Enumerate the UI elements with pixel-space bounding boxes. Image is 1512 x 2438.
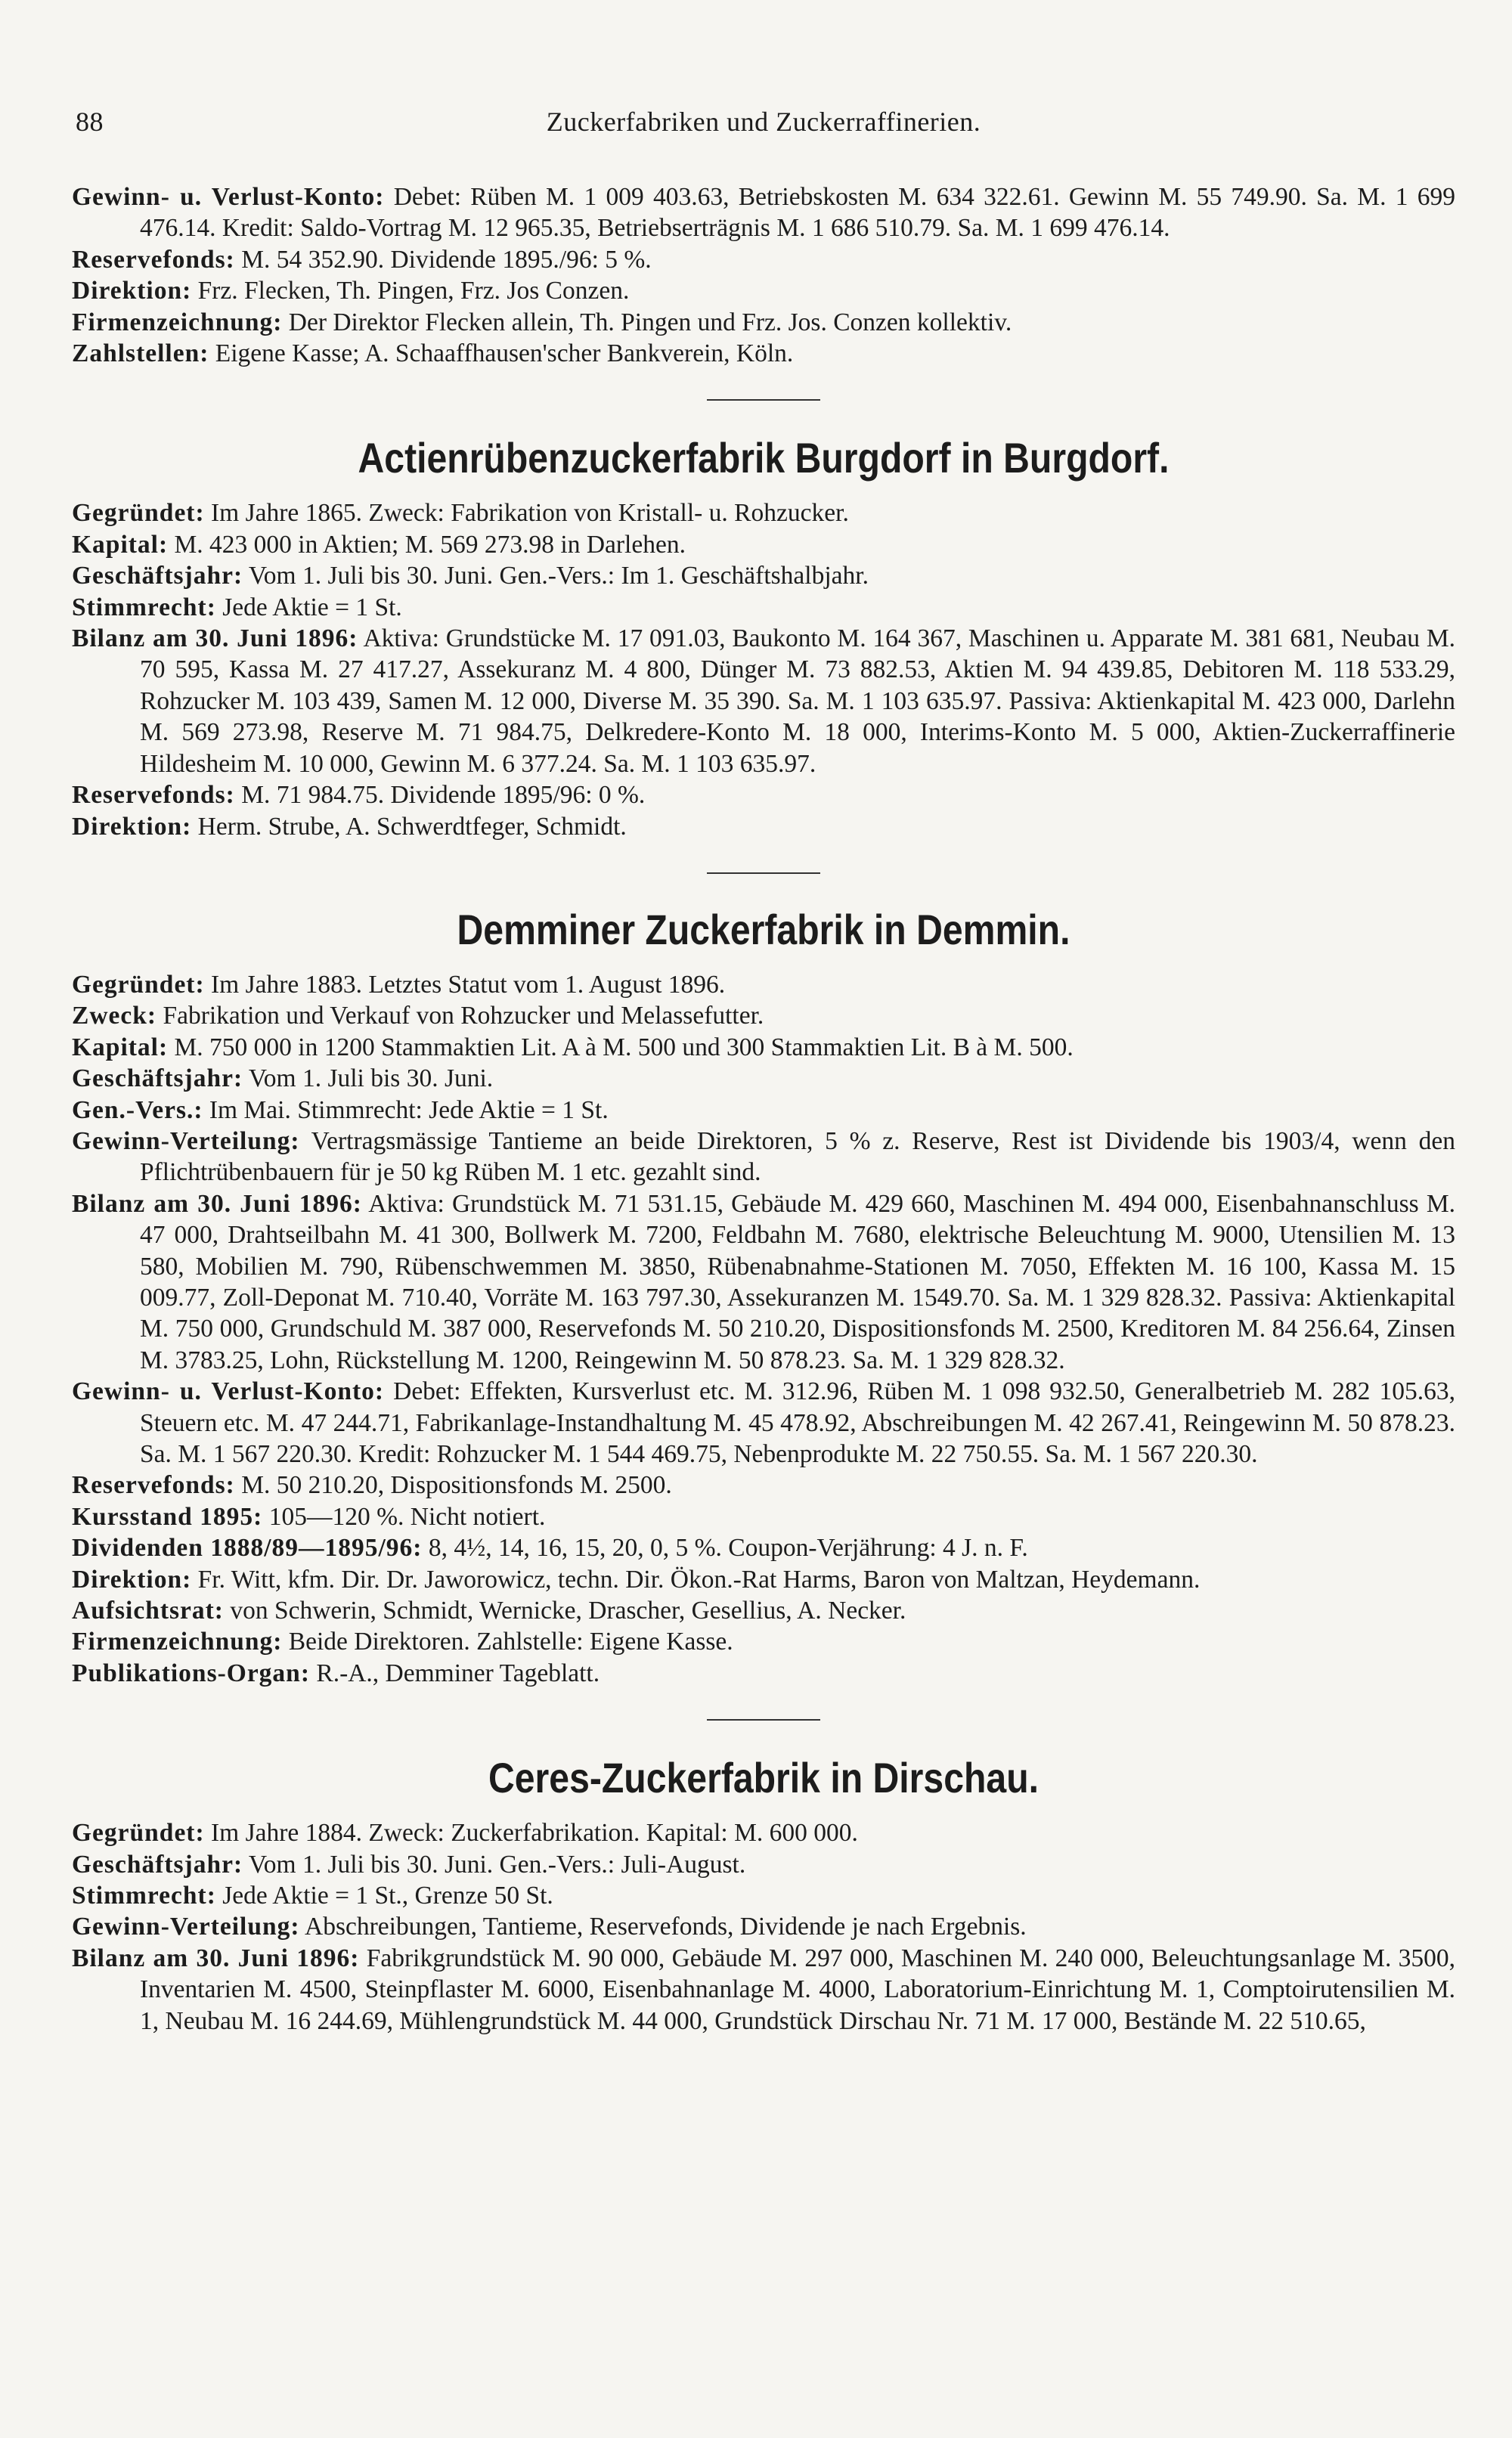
entry <box>72 275 1455 306</box>
entry-key: Direktion: <box>72 1565 192 1594</box>
entry <box>72 1188 1455 1376</box>
entry <box>72 1095 1455 1126</box>
section-dirschau <box>72 1754 1455 2037</box>
entry-key: Kapital: <box>72 530 169 559</box>
entry-key: Kapital: <box>72 1033 169 1061</box>
entry <box>72 1126 1455 1188</box>
entry-text: Fr. Witt, kfm. Dir. Dr. Jaworowicz, techn. Dir. Ökon.-Rat Harms, Baron von Maltzan, Heydemann. <box>197 1565 1201 1594</box>
entry-text: Im Jahre 1883. Letztes Statut vom 1. August 1896. <box>211 970 726 999</box>
entry-text: Vom 1. Juli bis 30. Juni. Gen.-Vers.: Juli-August. <box>248 1850 746 1879</box>
entry-key: Gegründet: <box>72 970 205 999</box>
entry-key: Zweck: <box>72 1002 157 1030</box>
entry-key: Gen.-Vers.: <box>72 1095 203 1124</box>
entry-key: Geschäftsjahr: <box>72 1064 243 1093</box>
entry-text: 8, 4½, 14, 16, 15, 20, 0, 5 %. Coupon-Verjährung: 4 J. n. F. <box>428 1534 1028 1563</box>
entry <box>72 1911 1455 1942</box>
entry-text: Jede Aktie = 1 St. <box>222 593 402 621</box>
entry <box>72 307 1455 338</box>
entry-text: M. 54 352.90. Dividende 1895./96: 5 %. <box>241 245 652 274</box>
entry-key: Gegründet: <box>72 1819 205 1848</box>
company-title: Ceres-Zuckerfabrik in Dirschau. <box>488 1754 1040 1802</box>
entry <box>72 1880 1455 1911</box>
entry-text: Im Jahre 1865. Zweck: Fabrikation von Kristall- u. Rohzucker. <box>211 499 849 528</box>
entry <box>72 244 1455 275</box>
section-continuation <box>72 181 1455 369</box>
entry <box>72 560 1455 591</box>
entry-key: Bilanz am 30. Juni 1896: <box>72 624 358 653</box>
entry-key: Gewinn- u. Verlust-Konto: <box>72 1377 385 1406</box>
entry-key: Geschäftsjahr: <box>72 562 243 590</box>
entry-key: Direktion: <box>72 812 192 841</box>
entry <box>72 1658 1455 1689</box>
entry-text: Im Mai. Stimmrecht: Jede Aktie = 1 St. <box>209 1095 609 1124</box>
entry <box>72 592 1455 623</box>
entry-text: Vom 1. Juli bis 30. Juni. <box>248 1064 494 1093</box>
entry-text: R.-A., Demminer Tageblatt. <box>316 1659 600 1687</box>
running-title: Zuckerfabriken und Zuckerraffinerien. <box>546 107 981 137</box>
page-number: 88 <box>76 107 104 137</box>
company-title: Actienrübenzuckerfabrik Burgdorf in Burgdorf. <box>358 434 1170 482</box>
page-header <box>76 106 1452 151</box>
section-divider <box>707 399 820 401</box>
page-content <box>72 181 1455 2037</box>
entry-text: Aktiva: Grundstücke M. 17 091.03, Baukonto M. 164 367, Maschinen u. Apparate M. 381 681, Neubau M. 70 595, Kassa M. 27 417.27, Assekuranz M. 4 800, Dünger M. 73 882.53, Aktien M. 94 439.85, Debitoren M. 118 533.29, Rohzucker M. 103 439, Samen M. 12 000, Diverse M. 35 390. Sa. M. 1 103 635.97. Passiva: Aktienkapital M. 423 000, Darlehn M. 569 273.98, Reserve M. 71 984.75, Delkredere-Konto M. 18 000, Interims-Konto M. 5 000, Aktien-Zuckerraffinerie Hildesheim M. 10 000, Gewinn M. 6 377.24. Sa. M. 1 103 635.97. <box>140 624 1455 778</box>
entry <box>72 1501 1455 1532</box>
entry-key: Reservefonds: <box>72 1471 235 1500</box>
entry-text: von Schwerin, Schmidt, Wernicke, Drascher, Gesellius, A. Necker. <box>230 1597 906 1625</box>
entry-key: Stimmrecht: <box>72 593 216 621</box>
entry-key: Kursstand 1895: <box>72 1502 263 1531</box>
entry-key: Firmenzeichnung: <box>72 1628 283 1656</box>
section-divider <box>707 872 820 874</box>
entry-text: Vertragsmässige Tantieme an beide Direktoren, 5 % z. Reserve, Rest ist Dividende bis 1903/4, wenn den Pflichtrübenbauern für je 50 kg Rüben M. 1 etc. gezahlt sind. <box>140 1126 1455 1187</box>
entry-text: Jede Aktie = 1 St., Grenze 50 St. <box>222 1882 553 1910</box>
entry-text: Aktiva: Grundstück M. 71 531.15, Gebäude M. 429 660, Maschinen M. 494 000, Eisenbahnanschluss M. 47 000, Drahtseilbahn M. 41 300, Bollwerk M. 7200, Feldbahn M. 7680, elektrische Beleuchtung M. 9000, Utensilien M. 13 580, Mobilien M. 790, Rübenschwemmen M. 3850, Rübenabnahme-Stationen M. 7050, Effekten M. 16 100, Kassa M. 15 009.77, Zoll-Deponat M. 710.40, Vorräte M. 163 797.30, Assekuranzen M. 1549.70. Sa. M. 1 329 828.32. Passiva: Aktienkapital M. 750 000, Grundschuld M. 387 000, Reservefonds M. 50 210.20, Dispositionsfonds M. 2500, Kreditoren M. 84 256.64, Zinsen M. 3783.25, Lohn, Rückstellung M. 1200, Reingewinn M. 50 878.23. Sa. M. 1 329 828.32. <box>140 1189 1456 1374</box>
entry-key: Firmenzeichnung: <box>72 308 283 336</box>
section-demmin <box>72 906 1455 1689</box>
entry-key: Geschäftsjahr: <box>72 1850 243 1879</box>
entry-key: Zahlstellen: <box>72 339 209 368</box>
entry <box>72 1532 1455 1563</box>
entry-key: Bilanz am 30. Juni 1896: <box>72 1944 360 1972</box>
entry <box>72 1470 1455 1501</box>
entry-text: Herm. Strube, A. Schwerdtfeger, Schmidt. <box>197 812 627 841</box>
entry-key: Gewinn-Verteilung: <box>72 1126 300 1155</box>
entry <box>72 811 1455 842</box>
entry <box>72 1943 1455 2037</box>
entry-key: Publikations-Organ: <box>72 1659 310 1687</box>
company-title: Demminer Zuckerfabrik in Demmin. <box>457 905 1070 953</box>
entry-key: Gewinn- u. Verlust-Konto: <box>72 183 385 211</box>
entry <box>72 1063 1455 1094</box>
entry-text: Abschreibungen, Tantieme, Reservefonds, Dividende je nach Ergebnis. <box>305 1913 1027 1941</box>
entry-text: 105—120 %. Nicht notiert. <box>268 1502 546 1531</box>
entry <box>72 1817 1455 1848</box>
entry-text: Frz. Flecken, Th. Pingen, Frz. Jos Conzen. <box>197 277 630 305</box>
entry-key: Gewinn-Verteilung: <box>72 1913 300 1941</box>
entry <box>72 1032 1455 1063</box>
entry-text: Fabrikation und Verkauf von Rohzucker und Melassefutter. <box>163 1002 764 1030</box>
entry <box>72 969 1455 1000</box>
entry-key: Direktion: <box>72 277 192 305</box>
entry <box>72 1595 1455 1626</box>
entry-text: M. 423 000 in Aktien; M. 569 273.98 in Darlehen. <box>174 530 686 559</box>
entry-key: Dividenden 1888/89—1895/96: <box>72 1534 423 1563</box>
entry <box>72 497 1455 528</box>
entry-text: Eigene Kasse; A. Schaaffhausen'scher Bankverein, Köln. <box>215 339 794 368</box>
section-burgdorf <box>72 434 1455 841</box>
entry <box>72 181 1455 244</box>
entry-key: Aufsichtsrat: <box>72 1597 224 1625</box>
entry <box>72 529 1455 560</box>
entry <box>72 1564 1455 1595</box>
entry-text: M. 50 210.20, Dispositionsfonds M. 2500. <box>241 1471 672 1500</box>
entry <box>72 1376 1455 1470</box>
entry <box>72 1849 1455 1880</box>
entry-key: Reservefonds: <box>72 245 235 274</box>
entry <box>72 338 1455 369</box>
section-divider <box>707 1719 820 1721</box>
entry-text: Beide Direktoren. Zahlstelle: Eigene Kasse. <box>288 1628 733 1656</box>
entry-key: Stimmrecht: <box>72 1882 216 1910</box>
entry-text: Vom 1. Juli bis 30. Juni. Gen.-Vers.: Im 1. Geschäftshalbjahr. <box>248 562 869 590</box>
entry-text: Im Jahre 1884. Zweck: Zuckerfabrikation. Kapital: M. 600 000. <box>211 1819 858 1848</box>
entry-key: Bilanz am 30. Juni 1896: <box>72 1189 362 1218</box>
entry <box>72 1626 1455 1657</box>
entry <box>72 779 1455 810</box>
entry-text: M. 71 984.75. Dividende 1895/96: 0 %. <box>241 781 646 810</box>
entry-text: Der Direktor Flecken allein, Th. Pingen und Frz. Jos. Conzen kollektiv. <box>288 308 1012 336</box>
entry <box>72 1000 1455 1031</box>
entry-text: M. 750 000 in 1200 Stammaktien Lit. A à M. 500 und 300 Stammaktien Lit. B à M. 500. <box>174 1033 1074 1061</box>
entry-text: Fabrikgrundstück M. 90 000, Gebäude M. 297 000, Maschinen M. 240 000, Beleuchtungsanlage M. 3500, Inventarien M. 4500, Steinpflaster M. 6000, Eisenbahnanlage M. 4000, Laboratorium-Einrichtung M. 1, Comptoirutensilien M. 1, Neubau M. 16 244.69, Mühlengrundstück M. 44 000, Grundstück Dirschau Nr. 71 M. 17 000, Bestände M. 22 510.65, <box>140 1944 1456 2035</box>
entry-key: Gegründet: <box>72 499 205 528</box>
entry <box>72 623 1455 779</box>
entry-key: Reservefonds: <box>72 781 235 810</box>
entry-text: Debet: Effekten, Kursverlust etc. M. 312.96, Rüben M. 1 098 932.50, Generalbetrieb M. 282 105.63, Steuern etc. M. 47 244.71, Fabrikanlage-Instandhaltung M. 45 478.92, Abschreibungen M. 42 267.41, Reingewinn M. 50 878.23. Sa. M. 1 567 220.30. Kredit: Rohzucker M. 1 544 469.75, Nebenprodukte M. 22 750.55. Sa. M. 1 567 220.30. <box>140 1377 1456 1468</box>
entry-text: Debet: Rüben M. 1 009 403.63, Betriebskosten M. 634 322.61. Gewinn M. 55 749.90. Sa. M. 1 699 476.14. Kredit: Saldo-Vortrag M. 12 965.35, Betriebserträgnis M. 1 686 510.79. Sa. M. 1 699 476.14. <box>140 183 1456 243</box>
